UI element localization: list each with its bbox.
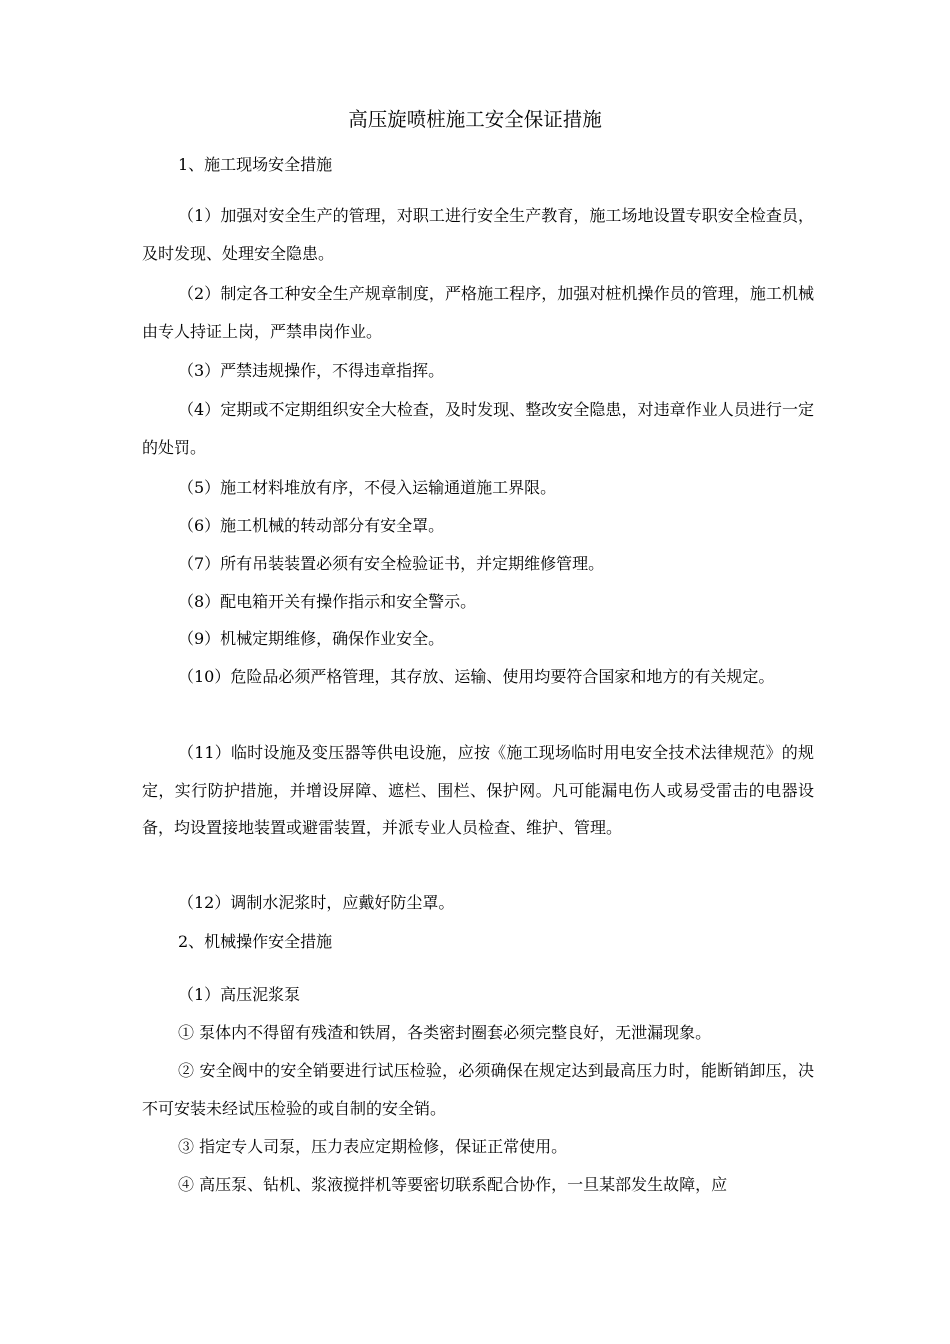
paragraph: （7）所有吊装装置必须有安全检验证书，并定期维修管理。 <box>178 554 605 573</box>
paragraph: （5）施工材料堆放有序，不侵入运输通道施工界限。 <box>178 478 557 497</box>
document-title: 高压旋喷桩施工安全保证措施 <box>348 108 602 131</box>
paragraph: ② 安全阀中的安全销要进行试压检验，必须确保在规定达到最高压力时，能断销卸压，决不可安装未经试压检验的或自制的安全销。 <box>142 1061 814 1118</box>
paragraph: （4）定期或不定期组织安全大检查，及时发现、整改安全隐患，对违章作业人员进行一定的处罚。 <box>142 400 814 457</box>
paragraph: ④ 高压泵、钻机、浆液搅拌机等要密切联系配合协作，一旦某部发生故障，应 <box>178 1175 728 1194</box>
paragraph: （11）临时设施及变压器等供电设施，应按《施工现场临时用电安全技术法律规范》的规定，实行防护措施，并增设屏障、遮栏、围栏、保护网。凡可能漏电伤人或易受雷击的电器设备，均设置接地装置或避雷装置，并派专业人员检查、维护、管理。 <box>142 743 814 838</box>
section-heading: 1、施工现场安全措施 <box>178 155 333 174</box>
paragraph: （10）危险品必须严格管理，其存放、运输、使用均要符合国家和地方的有关规定。 <box>178 667 775 686</box>
paragraph: （1）高压泥浆泵 <box>178 985 301 1004</box>
paragraph: （2）制定各工种安全生产规章制度，严格施工程序，加强对桩机操作员的管理，施工机械由专人持证上岗，严禁串岗作业。 <box>142 284 814 341</box>
paragraph: （3）严禁违规操作，不得违章指挥。 <box>178 361 445 380</box>
paragraph: ③ 指定专人司泵，压力表应定期检修，保证正常使用。 <box>178 1137 568 1156</box>
section-heading: 2、机械操作安全措施 <box>178 932 333 951</box>
paragraph: （1）加强对安全生产的管理，对职工进行安全生产教育，施工场地设置专职安全检查员，及时发现、处理安全隐患。 <box>142 206 814 263</box>
paragraph: （12）调制水泥浆时，应戴好防尘罩。 <box>178 893 455 912</box>
paragraph: （8）配电箱开关有操作指示和安全警示。 <box>178 592 477 611</box>
paragraph: （9）机械定期维修，确保作业安全。 <box>178 629 445 648</box>
paragraph: ① 泵体内不得留有残渣和铁屑，各类密封圈套必须完整良好，无泄漏现象。 <box>178 1023 712 1042</box>
paragraph: （6）施工机械的转动部分有安全罩。 <box>178 516 445 535</box>
